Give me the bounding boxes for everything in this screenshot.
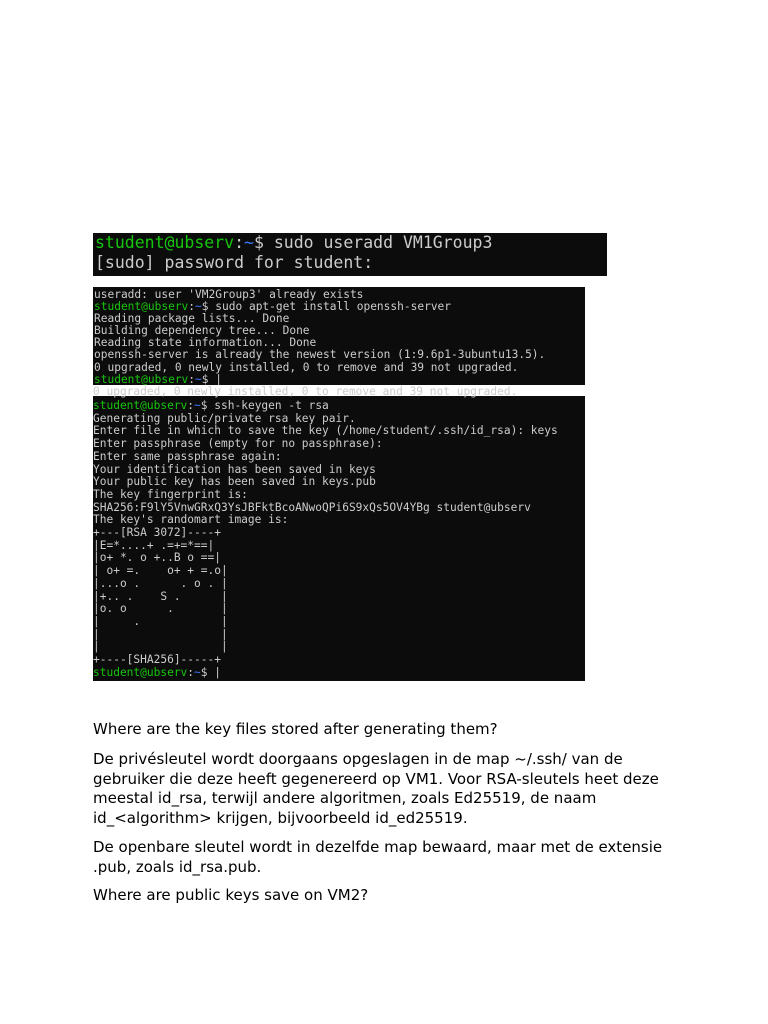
terminal-output-line: The key's randomart image is:: [93, 513, 289, 527]
prompt-separator: :: [188, 300, 196, 314]
terminal-output-line: Reading state information... Done: [94, 336, 317, 350]
prompt-user: student@ubserv: [94, 300, 189, 314]
terminal-output-line: |+.. . S . |: [93, 589, 228, 603]
prompt-separator: :: [188, 372, 196, 386]
terminal-output: [93, 413, 585, 667]
terminal-command: ssh-keygen -t rsa: [214, 399, 329, 412]
prompt-user: student@ubserv: [93, 399, 188, 412]
terminal-output-line: useradd: user 'VM2Group3' already exists: [94, 288, 364, 301]
prompt-user: student@ubserv: [95, 233, 235, 252]
prompt-end: $: [200, 399, 215, 412]
terminal-prompt-line: [95, 233, 607, 253]
prompt-path: ~: [195, 372, 202, 386]
terminal-clipped-line: 0 upgraded, 0 newly installed, 0 to remove and 39 not upgraded.: [93, 385, 518, 398]
terminal-output-line: |E=*....+ .=+=*==|: [93, 538, 215, 552]
answer-public-key: De openbare sleutel wordt in dezelfde map bewaard, maar met de extensie .pub, zoals id_rsa.pub.: [93, 838, 663, 876]
terminal-output-line: The key fingerprint is:: [93, 487, 248, 501]
prompt-user: student@ubserv: [94, 372, 189, 386]
prompt-end: $: [253, 233, 274, 252]
prompt-end: $: [201, 372, 216, 386]
terminal-output-line: | |: [93, 627, 228, 641]
terminal-command: sudo apt-get install openssh-server: [215, 300, 452, 314]
prompt-path: ~: [194, 399, 201, 412]
terminal-output-line: Enter file in which to save the key (/home/student/.ssh/id_rsa): keys: [93, 424, 558, 438]
prompt-path: ~: [244, 233, 254, 252]
prompt-separator: :: [187, 665, 195, 679]
terminal-screenshot-ssh-keygen: [93, 385, 585, 681]
terminal-output-line: |o. o . |: [93, 602, 228, 616]
prompt-path: ~: [195, 300, 202, 314]
terminal-output-line: +----[SHA256]-----+: [93, 653, 221, 667]
question-public-keys-vm2: Where are public keys save on VM2?: [93, 886, 369, 904]
question-key-location: Where are the key files stored after generating them?: [93, 720, 498, 738]
answer-private-key: De privésleutel wordt doorgaans opgeslagen in de map ~/.ssh/ van de gebruiker die deze heeft gegenereerd op VM1. Voor RSA-sleutels heet deze meestal id_rsa, terwijl andere algoritmen, zoals Ed25519, de naam id_<algorithm> krijgen, bijvoorbeeld id_ed25519.: [93, 750, 659, 827]
terminal-output-line: Building dependency tree... Done: [94, 324, 310, 338]
terminal-command: sudo useradd VM1Group3: [273, 233, 493, 252]
terminal-output-line: | . |: [93, 614, 228, 628]
terminal-output-line: Your public key has been saved in keys.pub: [93, 475, 376, 489]
terminal-output-line: 0 upgraded, 0 newly installed, 0 to remove and 39 not upgraded.: [94, 360, 519, 374]
terminal-output-line: Generating public/private rsa key pair.: [93, 411, 356, 425]
terminal-output-line: Reading package lists... Done: [94, 312, 290, 326]
prompt-separator: :: [187, 399, 195, 412]
prompt-end: $: [200, 665, 215, 679]
terminal-screenshot-apt-install: [93, 287, 585, 385]
terminal-prompt-line: [93, 667, 585, 680]
prompt-end: $: [201, 300, 216, 314]
terminal-output-line: Enter passphrase (empty for no passphrase):: [93, 437, 383, 451]
prompt-user: student@ubserv: [93, 665, 188, 679]
terminal-output-line: SHA256:F9lY5VnwGRxQ3YsJBFktBcoANwoQPi6S9xQs5OV4YBg student@ubserv: [93, 500, 531, 514]
terminal-output-line: Your identification has been saved in keys: [93, 462, 376, 476]
prompt-path: ~: [194, 665, 201, 679]
terminal-output-line: +---[RSA 3072]----+: [93, 526, 221, 540]
terminal-output-line: | |: [93, 640, 228, 654]
terminal-output-line: [sudo] password for student:: [95, 253, 374, 272]
terminal-cursor: |: [214, 665, 222, 679]
terminal-prompt-line: [93, 400, 585, 413]
terminal-output-line: | o+ =. o+ + =.o|: [93, 564, 228, 578]
terminal-screenshot-useradd: [93, 233, 607, 276]
terminal-output-line: |...o . . o . |: [93, 576, 228, 590]
terminal-output-line: |o+ *. o +..B o ==|: [93, 551, 221, 565]
terminal-output-line: openssh-server is already the newest version (1:9.6p1-3ubuntu13.5).: [94, 348, 546, 362]
prompt-separator: :: [234, 233, 245, 252]
terminal-output-line: Enter same passphrase again:: [93, 449, 282, 463]
terminal-cursor: |: [215, 372, 223, 386]
terminal-prompt-line: [94, 374, 585, 386]
